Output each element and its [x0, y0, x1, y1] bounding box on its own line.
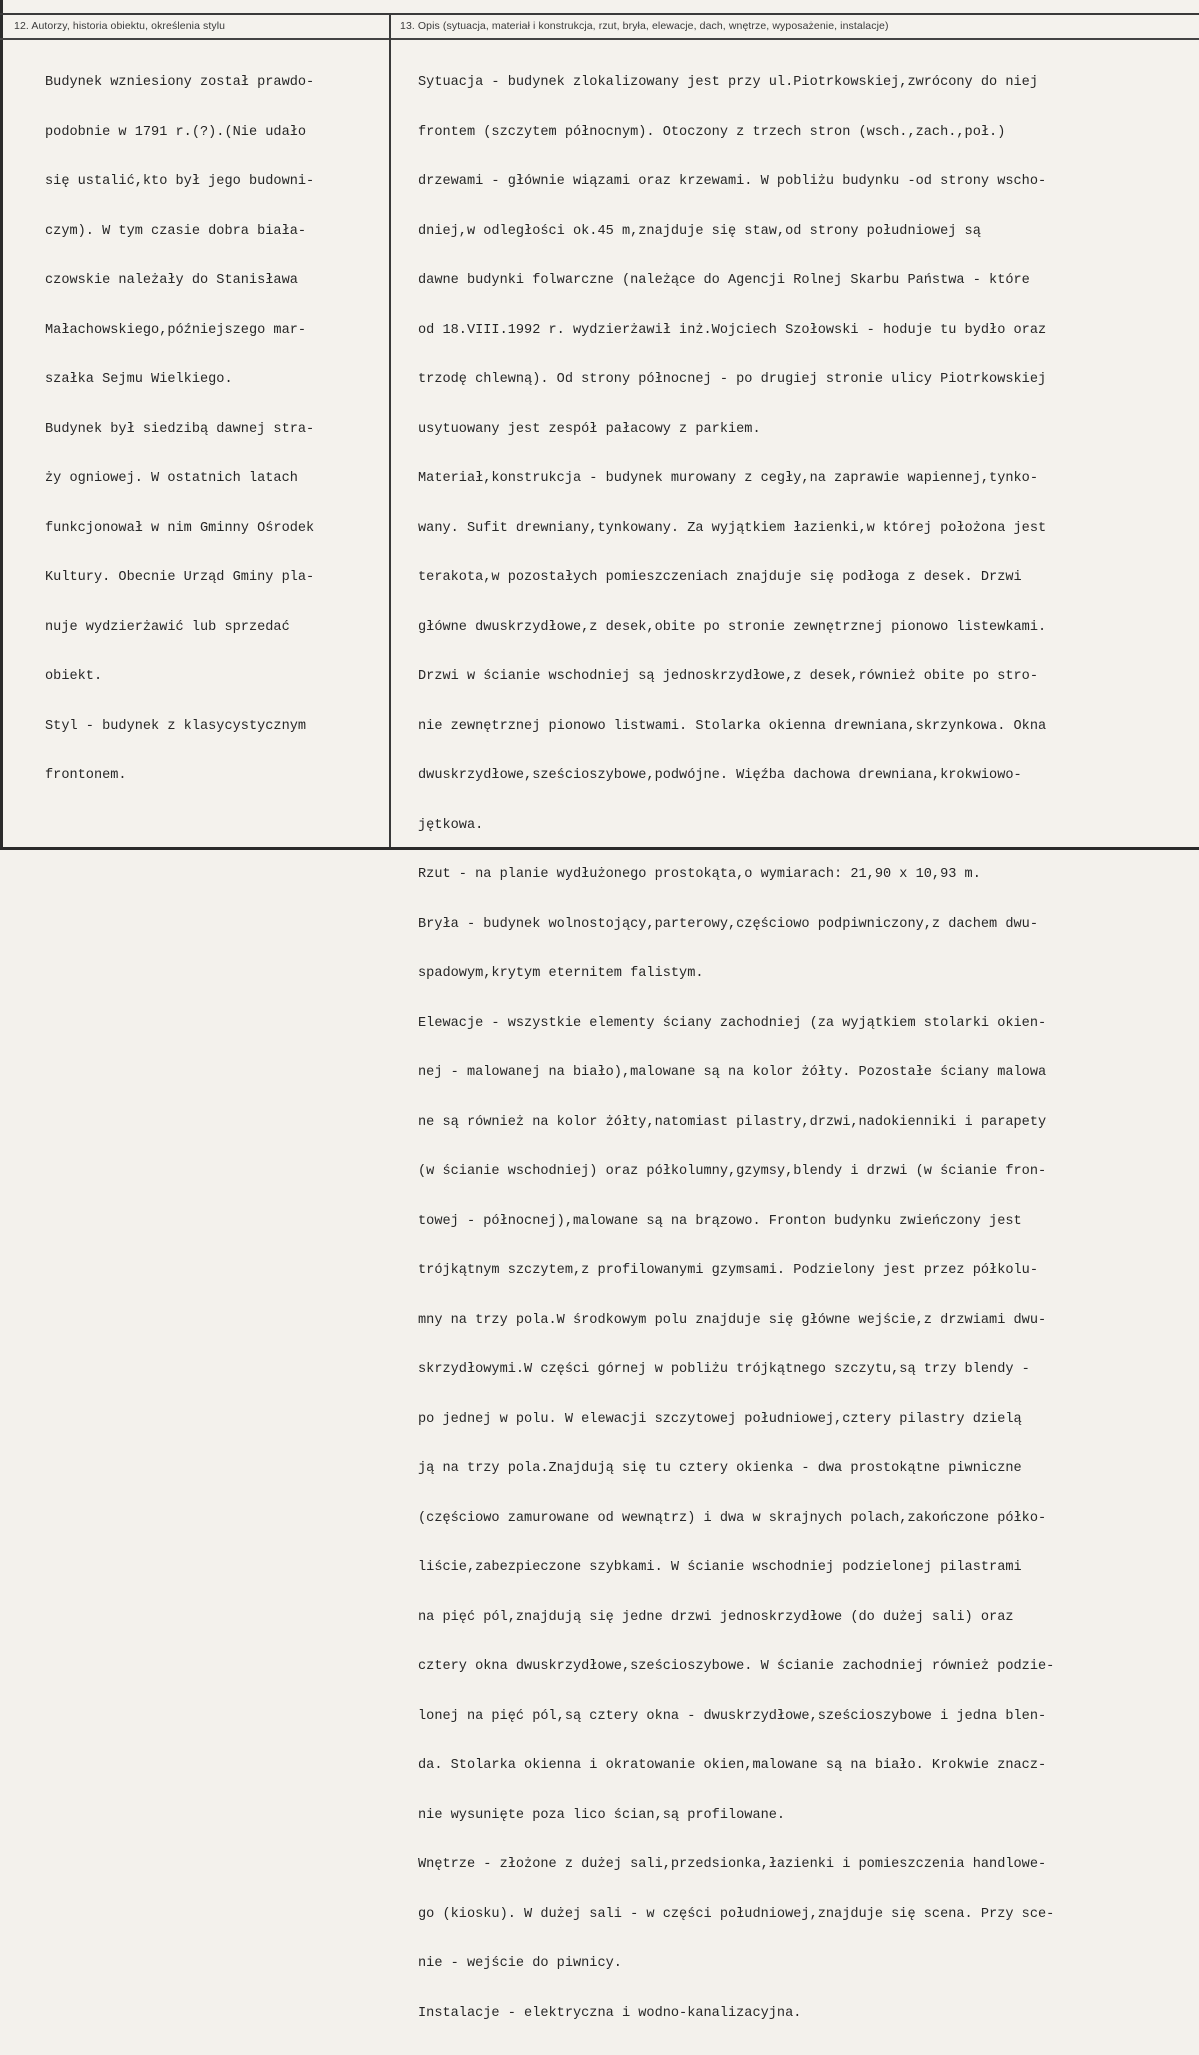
- text-line: Małachowskiego,późniejszego mar-: [45, 322, 307, 338]
- text-line: trójkątnym szczytem,z profilowanymi gzymsami. Podzielony jest przez półkolu-: [418, 1263, 1038, 1278]
- text-line: go (kiosku). W dużej sali - w części południowej,znajduje się scena. Przy sce-: [418, 1906, 1055, 1922]
- history-text: [45, 42, 314, 818]
- text-line: lonej na pięć pól,są cztery okna - dwuskrzydłowe,sześcioszybowe i jedna blen-: [418, 1708, 1047, 1724]
- text-line: nie wysunięte poza lico ścian,są profilowane.: [418, 1807, 786, 1823]
- text-line: da. Stolarka okienna i okratowanie okien,malowane są na biało. Krokwie znacz-: [418, 1758, 1047, 1773]
- text-line: Bryła - budynek wolnostojący,parterowy,częściowo podpiwniczony,z dachem dwu-: [418, 916, 1038, 932]
- column-divider: [389, 13, 391, 850]
- text-line: usytuowany jest zespół pałacowy z parkiem.: [418, 421, 761, 437]
- text-line: jętkowa.: [418, 817, 484, 833]
- text-line: ży ogniowej. W ostatnich latach: [45, 471, 298, 486]
- text-line: Budynek był siedzibą dawnej stra-: [45, 421, 315, 437]
- text-line: liście,zabezpieczone szybkami. W ścianie wschodniej podzielonej pilastrami: [418, 1560, 1022, 1575]
- text-line: nuje wydzierżawić lub sprzedać: [45, 619, 290, 635]
- text-line: ne są również na kolor żółty,natomiast pilastry,drzwi,nadokienniki i parapety: [418, 1114, 1047, 1130]
- text-line: od 18.VIII.1992 r. wydzierżawił inż.Wojciech Szołowski - hoduje tu bydło oraz: [418, 322, 1047, 338]
- text-line: czowskie należały do Stanisława: [45, 273, 298, 288]
- text-line: ją na trzy pola.Znajdują się tu cztery okienka - dwa prostokątne piwniczne: [418, 1461, 1022, 1476]
- text-line: spadowym,krytym eternitem falistym.: [418, 966, 704, 981]
- text-line: skrzydłowymi.W części górnej w pobliżu trójkątnego szczytu,są trzy blendy -: [418, 1362, 1030, 1377]
- text-line: drzewami - głównie wiązami oraz krzewami. W pobliżu budynku -od strony wscho-: [418, 174, 1047, 189]
- text-line: frontonem.: [45, 768, 127, 783]
- text-line: Wnętrze - złożone z dużej sali,przedsionka,łazienki i pomieszczenia handlowe-: [418, 1857, 1047, 1872]
- top-rule: [0, 13, 1199, 15]
- text-line: (w ścianie wschodniej) oraz półkolumny,gzymsy,blendy i drzwi (w ścianie fron-: [418, 1164, 1047, 1179]
- card-left-edge: [0, 0, 3, 850]
- text-line: podobnie w 1791 r.(?).(Nie udało: [45, 124, 307, 140]
- text-line: mny na trzy pola.W środkowym polu znajduje się główne wejście,z drzwiami dwu-: [418, 1312, 1047, 1328]
- text-line: na pięć pól,znajdują się jedne drzwi jednoskrzydłowe (do dużej sali) oraz: [418, 1609, 1014, 1625]
- text-line: wany. Sufit drewniany,tynkowany. Za wyjątkiem łazienki,w której położona jest: [418, 520, 1047, 536]
- text-line: główne dwuskrzydłowe,z desek,obite po stronie zewnętrznej pionowo listewkami.: [418, 619, 1047, 635]
- text-line: towej - północnej),malowane są na brązowo. Fronton budynku zwieńczony jest: [418, 1213, 1022, 1229]
- description-text: [418, 42, 1054, 2055]
- text-line: dawne budynki folwarczne (należące do Agencji Rolnej Skarbu Państwa - które: [418, 273, 1030, 288]
- text-line: Sytuacja - budynek zlokalizowany jest przy ul.Piotrkowskiej,zwrócony do niej: [418, 75, 1038, 90]
- header-rule: [0, 38, 1199, 40]
- text-line: nej - malowanej na biało),malowane są na kolor żółty. Pozostałe ściany malowa: [418, 1065, 1047, 1080]
- text-line: terakota,w pozostałych pomieszczeniach znajduje się podłoga z desek. Drzwi: [418, 570, 1022, 585]
- text-line: po jednej w polu. W elewacji szczytowej południowej,cztery pilastry dzielą: [418, 1411, 1022, 1427]
- section-12-header: 12. Autorzy, historia obiektu, określenia stylu: [14, 20, 226, 32]
- text-line: frontem (szczytem północnym). Otoczony z trzech stron (wsch.,zach.,poł.): [418, 124, 1006, 140]
- text-line: Budynek wzniesiony został prawdo-: [45, 75, 315, 90]
- text-line: Elewacje - wszystkie elementy ściany zachodniej (za wyjątkiem stolarki okien-: [418, 1015, 1047, 1031]
- text-line: Styl - budynek z klasycystycznym: [45, 718, 307, 734]
- text-line: Kultury. Obecnie Urząd Gminy pla-: [45, 570, 315, 585]
- text-line: (częściowo zamurowane od wewnątrz) i dwa w skrajnych polach,zakończone półko-: [418, 1510, 1047, 1526]
- text-line: dniej,w odległości ok.45 m,znajduje się staw,od strony południowej są: [418, 223, 981, 239]
- text-line: szałka Sejmu Wielkiego.: [45, 372, 233, 387]
- text-line: dwuskrzydłowe,sześcioszybowe,podwójne. Więźba dachowa drewniana,krokwiowo-: [418, 768, 1022, 783]
- text-line: nie zewnętrznej pionowo listwami. Stolarka okienna drewniana,skrzynkowa. Okna: [418, 718, 1047, 734]
- text-line: Instalacje - elektryczna i wodno-kanalizacyjna.: [418, 2005, 802, 2021]
- text-line: Drzwi w ścianie wschodniej są jednoskrzydłowe,z desek,również obite po stro-: [418, 669, 1038, 684]
- text-line: funkcjonował w nim Gminny Ośrodek: [45, 520, 315, 536]
- text-line: czym). W tym czasie dobra biała-: [45, 223, 307, 239]
- text-line: Rzut - na planie wydłużonego prostokąta,o wymiarach: 21,90 x 10,93 m.: [418, 867, 981, 882]
- text-line: trzodę chlewną). Od strony północnej - po drugiej stronie ulicy Piotrkowskiej: [418, 372, 1047, 387]
- text-line: Materiał,konstrukcja - budynek murowany z cegły,na zaprawie wapiennej,tynko-: [418, 471, 1038, 486]
- text-line: nie - wejście do piwnicy.: [418, 1956, 622, 1971]
- text-line: obiekt.: [45, 669, 103, 684]
- text-line: cztery okna dwuskrzydłowe,sześcioszybowe. W ścianie zachodniej również podzie-: [418, 1659, 1055, 1674]
- text-line: się ustalić,kto był jego budowni-: [45, 174, 315, 189]
- section-13-header: 13. Opis (sytuacja, materiał i konstrukcja, rzut, bryła, elewacje, dach, wnętrze, wyposażenie, instalacje): [400, 20, 889, 32]
